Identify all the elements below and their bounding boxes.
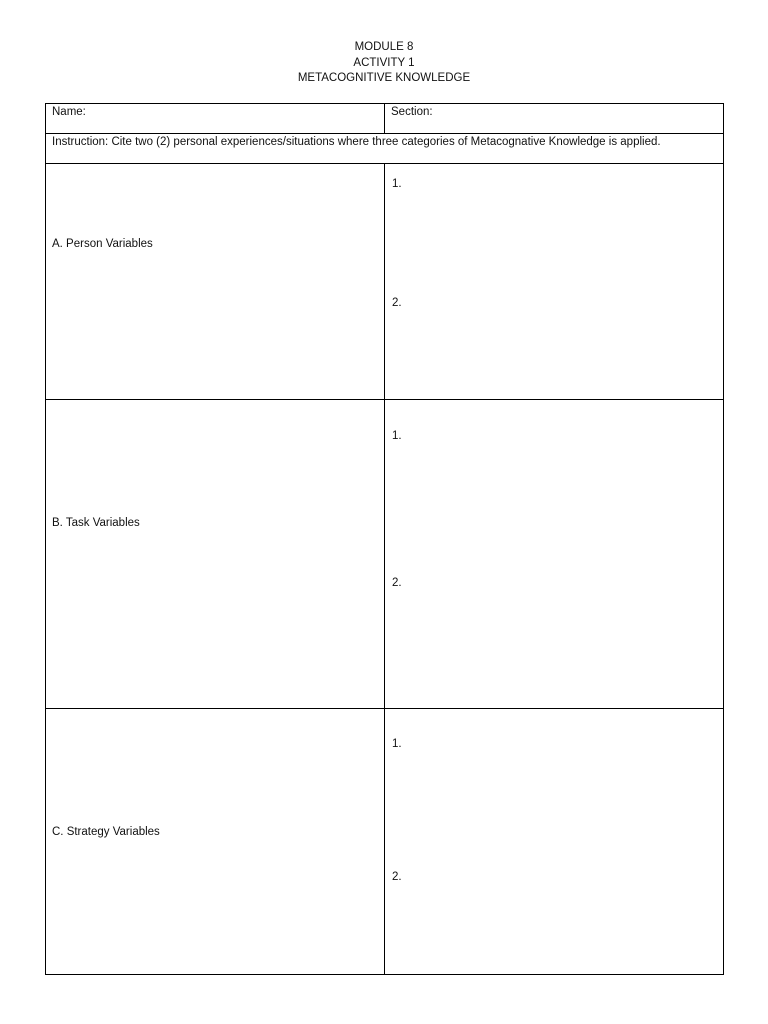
answer-number-1: 1. (392, 738, 402, 750)
answer-number-1: 1. (392, 178, 402, 190)
answer-cell-person[interactable] (385, 164, 724, 400)
document-header (0, 40, 768, 87)
category-cell-strategy (46, 709, 385, 975)
answer-number-2: 2. (392, 297, 402, 309)
section-label: Section: (391, 106, 433, 118)
answer-number-1: 1. (392, 430, 402, 442)
answer-cell-strategy[interactable] (385, 709, 724, 975)
category-cell-person (46, 164, 385, 400)
name-label: Name: (52, 106, 86, 118)
answer-number-2: 2. (392, 871, 402, 883)
module-title: MODULE 8 (354, 41, 414, 53)
activity-title: ACTIVITY 1 (353, 56, 415, 69)
category-label-task: B. Task Variables (52, 517, 140, 529)
activity-table (45, 103, 724, 975)
instruction-cell (46, 134, 724, 164)
name-cell[interactable] (46, 104, 385, 134)
answer-cell-task[interactable] (385, 400, 724, 709)
document-title: METACOGNITIVE KNOWLEDGE (297, 72, 471, 84)
category-cell-task (46, 400, 385, 709)
category-label-person: A. Person Variables (52, 238, 153, 250)
answer-number-2: 2. (392, 577, 402, 589)
category-label-strategy: C. Strategy Variables (52, 826, 160, 838)
section-cell[interactable] (385, 104, 724, 134)
instruction-text: Instruction: Cite two (2) personal experiences/situations where three categories of Metacognative Knowledge is applied. (52, 136, 661, 148)
